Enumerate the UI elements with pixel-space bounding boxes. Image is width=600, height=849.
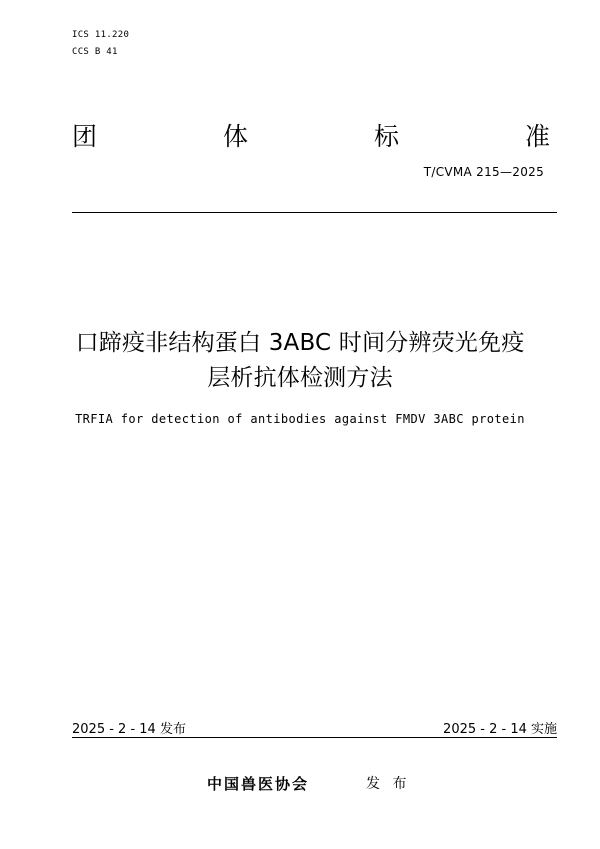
publish-label: 发 布: [366, 776, 411, 792]
title-char-2: 体: [222, 122, 248, 151]
standard-number: T/CVMA 215—2025: [423, 165, 544, 179]
implementation-date: 2025 - 2 - 14 实施: [443, 722, 557, 737]
release-date: 2025 - 2 - 14 发布: [72, 722, 186, 737]
chinese-title-line-1: 口蹄疫非结构蛋白 3ABC 时间分辨荧光免疫: [75, 330, 525, 356]
publisher-name: 中国兽医协会: [207, 775, 310, 793]
standard-type-title: [72, 117, 550, 153]
title-char-3: 标: [373, 122, 399, 151]
title-char-1: 团: [72, 122, 98, 151]
english-title: TRFIA for detection of antibodies against FMDV 3ABC protein: [75, 412, 525, 426]
top-divider: [72, 212, 557, 213]
title-char-4: 准: [524, 122, 550, 151]
ccs-code: CCS B 41: [72, 47, 118, 57]
bottom-divider: [72, 737, 557, 738]
chinese-title-line-2: 层析抗体检测方法: [207, 365, 393, 391]
ics-code: ICS 11.220: [72, 30, 130, 40]
